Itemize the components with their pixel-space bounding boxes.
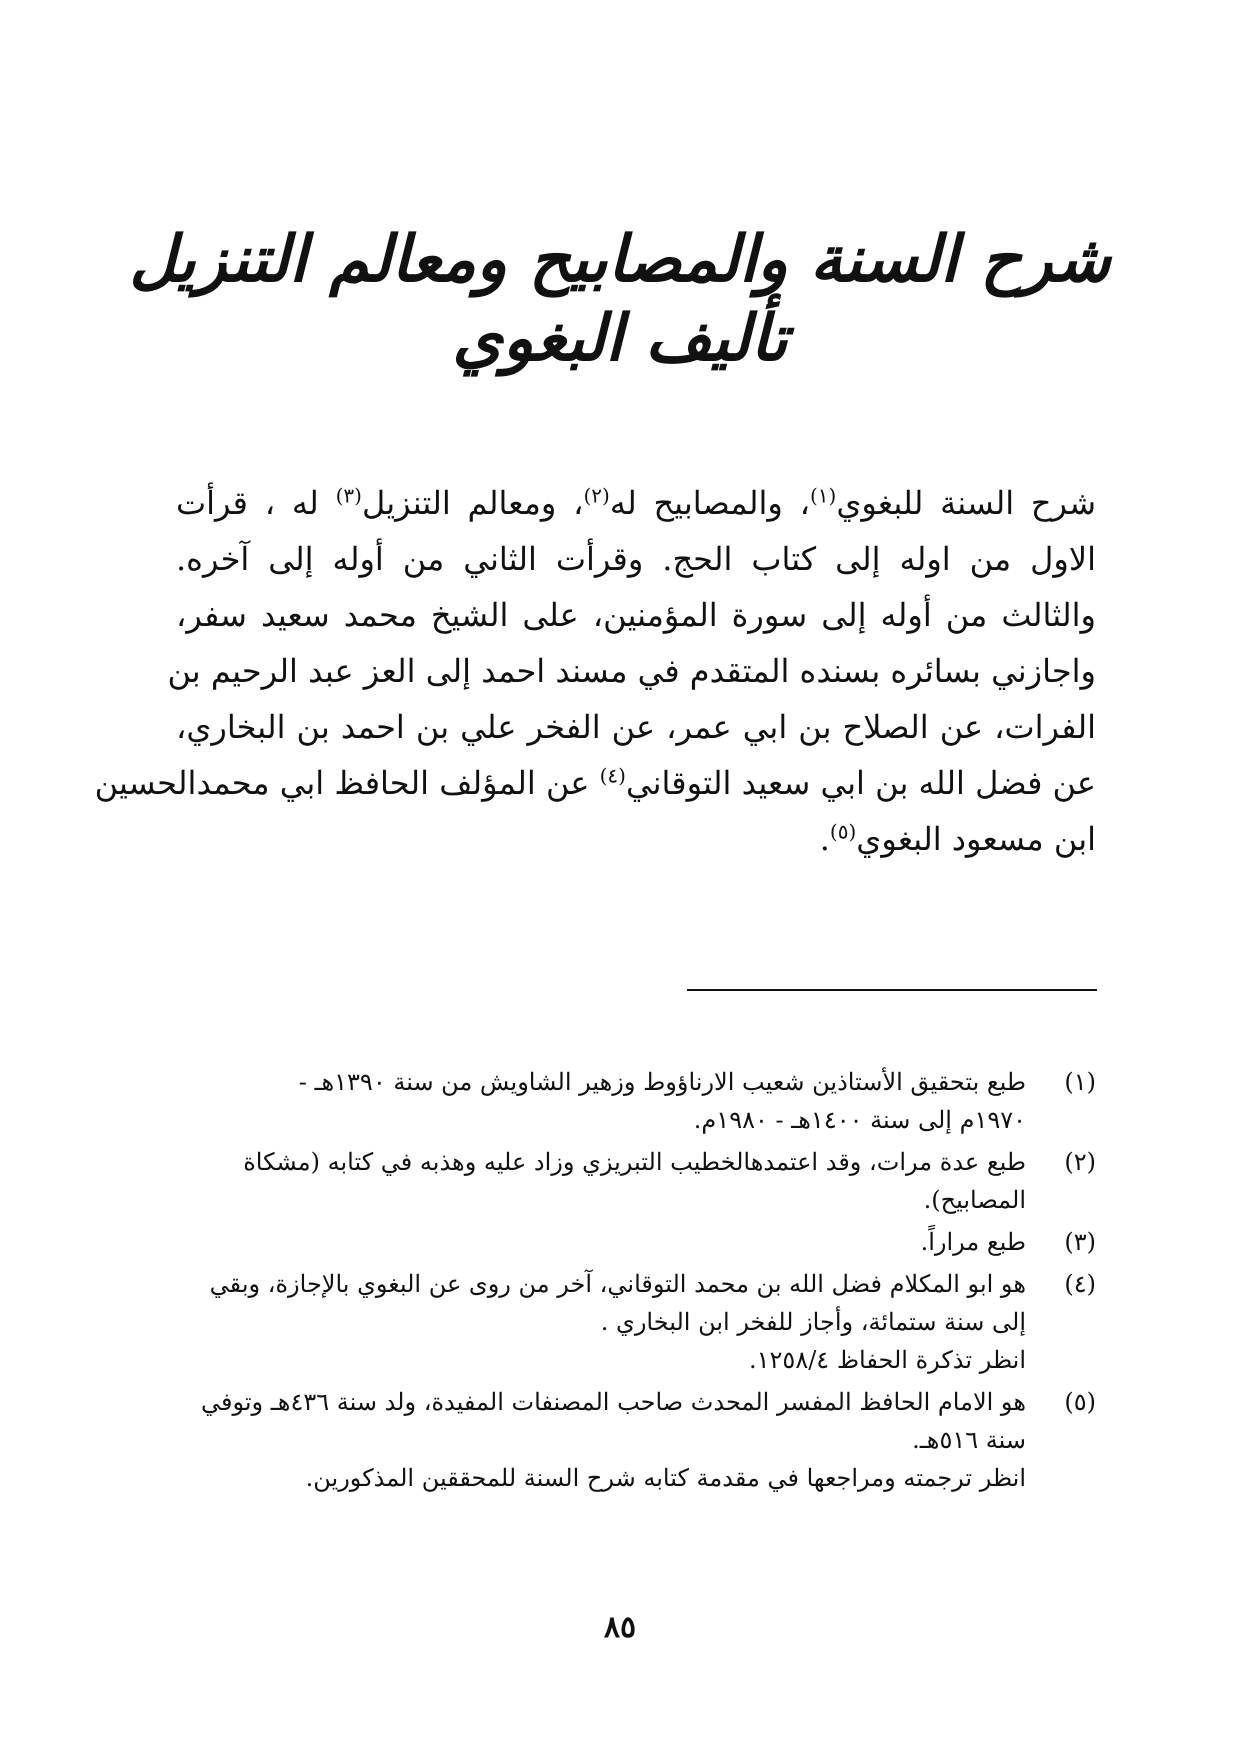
- paragraph-line: [94, 755, 1096, 811]
- footnote-item: [176, 1383, 1096, 1497]
- footnote-line: طبع مراراً.: [920, 1228, 1026, 1256]
- footnote-item: [176, 1223, 1096, 1261]
- footnote-number: (٢): [1064, 1148, 1096, 1176]
- footnote-item: [176, 1063, 1096, 1139]
- footnote-line: المصابيح).: [923, 1186, 1026, 1214]
- text-run: عن المؤلف الحافظ ابي محمدالحسين: [94, 764, 600, 802]
- title-line-2: تأليف البغوي: [452, 301, 788, 376]
- footnote-number: (١): [1064, 1068, 1096, 1096]
- footnote-ref: (١): [809, 483, 837, 508]
- footnote-line: انظر ترجمته ومراجعها في مقدمة كتابه شرح السنة للمحققين المذكورين.: [305, 1464, 1026, 1492]
- footnote-number: (٥): [1064, 1388, 1096, 1416]
- footnote-ref: (٣): [335, 483, 362, 508]
- footnote-item: [176, 1143, 1096, 1219]
- title-line-1: شرح السنة والمصابيح ومعالم التنزيل: [129, 222, 1111, 297]
- paragraph-line: الفرات، عن الصلاح بن ابي عمر، عن الفخر علي بن احمد بن البخاري،: [176, 708, 1096, 746]
- footnote-line: طبع عدة مرات، وقد اعتمدهالخطيب التبريزي وزاد عليه وهذبه في كتابه (مشكاة: [243, 1148, 1026, 1176]
- text-run: شرح السنة للبغوي: [836, 484, 1097, 522]
- paragraph-line: الاول من اوله إلى كتاب الحج. وقرأت الثاني من أوله إلى آخره.: [176, 540, 1096, 578]
- footnotes: [176, 1063, 1096, 1501]
- page-title: [0, 220, 1240, 378]
- paragraph-line: واجازني بسائره بسنده المتقدم في مسند احمد إلى العز عبد الرحيم بن: [167, 652, 1096, 690]
- text-run: له ، قرأت: [176, 484, 336, 522]
- footnote-number: (٣): [1064, 1228, 1096, 1256]
- text-run: ، والمصابيح له: [609, 484, 810, 522]
- paragraph-line: [176, 475, 1096, 531]
- text-run: .: [819, 820, 830, 858]
- footnote-line: إلى سنة ستمائة، وأجاز للفخر ابن البخاري .: [600, 1308, 1026, 1336]
- footnote-ref: (٢): [583, 483, 610, 508]
- footnote-item: [176, 1265, 1096, 1379]
- text-run: ابن مسعود البغوي: [856, 820, 1096, 858]
- footnote-separator: [687, 989, 1097, 991]
- text-run: عن فضل الله بن ابي سعيد التوقاني: [625, 764, 1096, 802]
- paragraph-line: [176, 811, 1096, 867]
- footnote-line: هو ابو المكلام فضل الله بن محمد التوقاني، آخر من روى عن البغوي بالإجازة، وبقي: [209, 1270, 1026, 1298]
- text-run: ، ومعالم التنزيل: [361, 484, 584, 522]
- footnote-line: طبع بتحقيق الأستاذين شعيب الارناؤوط وزهير الشاويش من سنة ١٣٩٠هـ -: [298, 1068, 1026, 1096]
- footnote-line: انظر تذكرة الحفاظ ١٢٥٨/٤.: [749, 1346, 1026, 1374]
- footnote-ref: (٥): [829, 819, 857, 844]
- paragraph-line: والثالث من أوله إلى سورة المؤمنين، على الشيخ محمد سعيد سفر،: [176, 596, 1097, 634]
- footnote-line: ١٩٧٠م إلى سنة ١٤٠٠هـ - ١٩٨٠م.: [693, 1106, 1026, 1134]
- footnote-line: هو الامام الحافظ المفسر المحدث صاحب المصنفات المفيدة، ولد سنة ٤٣٦هـ وتوفي: [200, 1388, 1026, 1416]
- main-paragraph: [94, 475, 1097, 867]
- page-number: ٨٥: [603, 1610, 637, 1645]
- footnote-ref: (٤): [599, 763, 626, 788]
- footnote-number: (٤): [1064, 1270, 1096, 1298]
- footnote-line: سنة ٥١٦هـ.: [912, 1426, 1026, 1454]
